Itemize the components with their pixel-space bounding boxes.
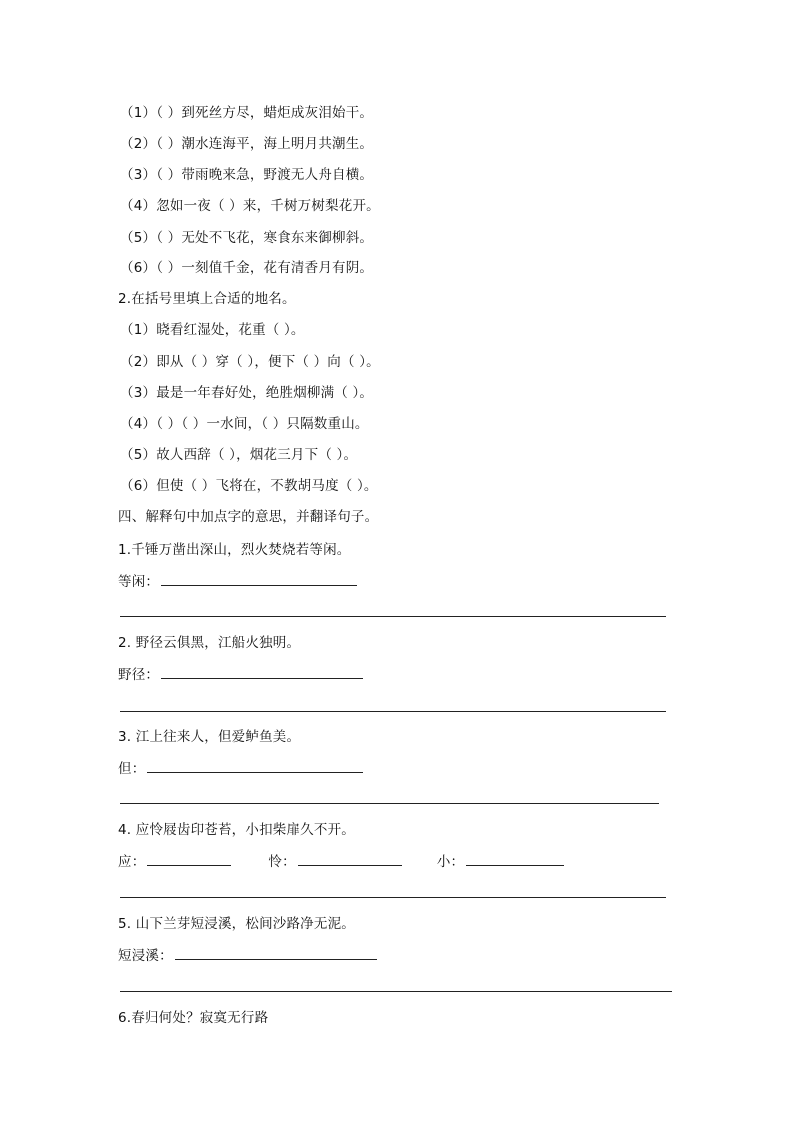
question-sentence: 2. 野径云俱黑，江船火独明。: [118, 635, 301, 651]
fill-item-5: （5）（ ）无处不飞花，寒食东来御柳斜。: [120, 230, 374, 246]
question-2-title: 2.在括号里填上合适的地名。: [118, 291, 296, 307]
translation-line[interactable]: [120, 897, 666, 898]
translation-line[interactable]: [120, 991, 672, 992]
answer-blank[interactable]: [147, 759, 363, 773]
question-sentence: 1.千锤万凿出深山，烈火焚烧若等闲。: [118, 542, 351, 558]
answer-blank[interactable]: [175, 946, 377, 960]
answer-label: 应：: [118, 854, 146, 870]
answer-label: 小：: [436, 854, 465, 870]
place-item-5: （5）故人西辞（ ），烟花三月下（ ）。: [120, 447, 358, 463]
answer-line: [118, 665, 363, 684]
translation-line[interactable]: [120, 616, 666, 617]
answer-blank[interactable]: [147, 852, 231, 866]
answer-blank[interactable]: [466, 852, 564, 866]
answer-blank[interactable]: [298, 852, 402, 866]
fill-item-3: （3）（ ）带雨晚来急，野渡无人舟自横。: [120, 167, 374, 183]
answer-label: 短浸溪：: [118, 948, 173, 964]
question-sentence: 5. 山下兰芽短浸溪，松间沙路净无泥。: [118, 916, 355, 932]
fill-item-1: （1）（ ）到死丝方尽，蜡炬成灰泪始干。: [120, 105, 374, 121]
translation-line[interactable]: [120, 803, 659, 804]
fill-item-4: （4）忽如一夜（ ）来，千树万树梨花开。: [120, 198, 380, 214]
answer-blank[interactable]: [161, 572, 357, 586]
answer-label: 但：: [118, 761, 146, 777]
answer-line: [118, 852, 564, 871]
question-sentence: 3. 江上往来人，但爱鲈鱼美。: [118, 729, 301, 745]
place-item-1: （1）晓看红湿处，花重（ ）。: [120, 322, 305, 338]
question-sentence: 6.春归何处？寂寞无行路: [118, 1010, 269, 1026]
place-item-6: （6）但使（ ）飞将在，不教胡马度（ ）。: [120, 478, 378, 494]
fill-item-6: （6）（ ）一刻值千金，花有清香月有阴。: [120, 260, 374, 276]
answer-label: 野径：: [118, 667, 160, 683]
answer-blank[interactable]: [161, 665, 363, 679]
place-item-3: （3）最是一年春好处，绝胜烟柳满（ ）。: [120, 385, 374, 401]
answer-line: [118, 759, 363, 778]
answer-line: [118, 572, 357, 591]
answer-label: 等闲：: [118, 574, 160, 590]
answer-label: 怜：: [268, 854, 296, 870]
section-4-title: 四、解释句中加点字的意思，并翻译句子。: [118, 509, 379, 525]
question-sentence: 4. 应怜屐齿印苍苔，小扣柴扉久不开。: [118, 822, 355, 838]
fill-item-2: （2）（ ）潮水连海平，海上明月共潮生。: [120, 136, 374, 152]
place-item-2: （2）即从（ ）穿（ ），便下（ ）向（ ）。: [120, 354, 380, 370]
answer-line: [118, 946, 377, 965]
translation-line[interactable]: [120, 711, 666, 712]
place-item-4: （4）（ ）（ ）一水间，（ ）只隔数重山。: [120, 416, 369, 432]
